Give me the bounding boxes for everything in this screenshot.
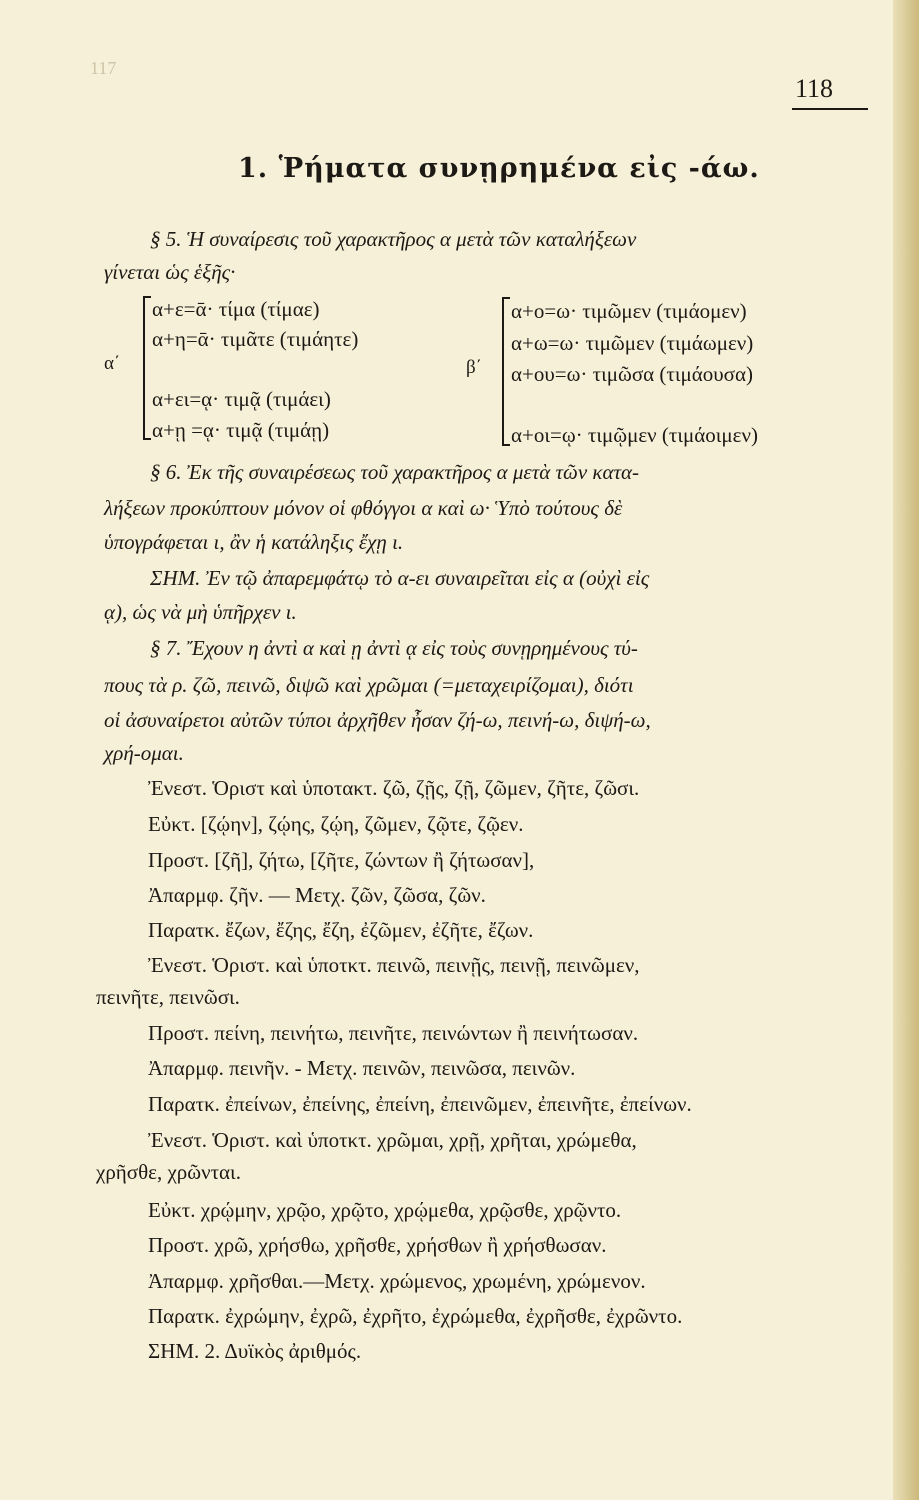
paradigm-line-7: πεινῆτε, πεινῶσι. (96, 985, 240, 1009)
section-6-line-3: ὑπογράφεται ι, ἂν ἡ κατάληξις ἔχῃ ι. (104, 530, 404, 554)
b-row-3: α+ου=ω· τιμῶσα (τιμάουσα) (511, 362, 753, 386)
paradigm-line-12: χρῆσθε, χρῶνται. (96, 1160, 241, 1184)
b-row-1: α+ο=ω· τιμῶμεν (τιμάομεν) (511, 299, 747, 323)
left-brace-a (143, 296, 151, 440)
paradigm-line-4: Ἀπαρμφ. ζῆν. — Μετχ. ζῶν, ζῶσα, ζῶν. (148, 883, 486, 907)
page-number-rule (792, 108, 868, 110)
paradigm-line-16: Παρατκ. ἐχρώμην, ἐχρῶ, ἐχρῆτο, ἐχρώμεθα, ἐχρῆσθε, ἐχρῶντο. (148, 1304, 683, 1328)
section-6-line-2: λήξεων προκύπτουν μόνον οἱ φθόγγοι α καὶ ω· Ὑπὸ τούτους δὲ (104, 496, 623, 520)
left-brace-b (502, 297, 510, 446)
section-7-line-1: § 7. Ἔχουν η ἀντὶ α καὶ ῃ ἀντὶ ᾳ εἰς τοὺς συνῃρημένους τύ- (150, 636, 638, 660)
a-row-4: α+ῃ =ᾳ· τιμᾷ (τιμάῃ) (152, 418, 330, 442)
chapter-heading: 1. Ῥήματα συνῃρημένα εἰς -άω. (238, 153, 760, 184)
section-7-line-2: πους τὰ ρ. ζῶ, πεινῶ, διψῶ καὶ χρῶμαι (=μεταχειρίζομαι), διότι (104, 673, 634, 697)
section-7-line-4: χρή-ομαι. (104, 741, 184, 765)
bleed-through-text: 117 (90, 58, 117, 78)
paradigm-line-9: Ἀπαρμφ. πεινῆν. - Μετχ. πεινῶν, πεινῶσα, πεινῶν. (148, 1056, 576, 1080)
note-1-line-2: ᾳ), ὡς νὰ μὴ ὑπῆρχεν ι. (104, 600, 297, 624)
paradigm-line-13: Εὐκτ. χρῴμην, χρῷο, χρῷτο, χρῴμεθα, χρῷσθε, χρῷντο. (148, 1198, 622, 1222)
paradigm-line-11: Ἐνεστ. Ὁριστ. καὶ ὑποτκτ. χρῶμαι, χρῇ, χρῆται, χρώμεθα, (148, 1128, 637, 1152)
section-5-line-1: § 5. Ἡ συναίρεσις τοῦ χαρακτῆρος α μετὰ τῶν καταλήξεων (150, 227, 637, 251)
page-number: 118 (795, 74, 834, 103)
paradigm-line-2: Εὐκτ. [ζῴην], ζῴης, ζῴη, ζῶμεν, ζῷτε, ζῷεν. (148, 812, 524, 836)
section-6-line-1: § 6. Ἐκ τῆς συναιρέσεως τοῦ χαρακτῆρος α μετὰ τῶν κατα- (150, 460, 640, 484)
paradigm-line-14: Προστ. χρῶ, χρήσθω, χρῆσθε, χρήσθων ἢ χρήσθωσαν. (148, 1233, 607, 1257)
paradigm-line-1: Ἐνεστ. Ὁριστ καὶ ὑποτακτ. ζῶ, ζῇς, ζῇ, ζῶμεν, ζῆτε, ζῶσι. (148, 776, 640, 800)
b-row-4: α+οι=ῳ· τιμῷμεν (τιμάοιμεν) (511, 423, 758, 447)
paradigm-line-3: Προστ. [ζῆ], ζήτω, [ζῆτε, ζώντων ἢ ζήτωσαν], (148, 848, 535, 872)
note-2: ΣΗΜ. 2. Δυϊκὸς ἀριθμός. (148, 1339, 362, 1363)
paradigm-line-6: Ἐνεστ. Ὁριστ. καὶ ὑποτκτ. πεινῶ, πεινῇς, πεινῇ, πεινῶμεν, (148, 953, 640, 977)
group-a-label: α΄ (104, 353, 121, 374)
note-1-line-1: ΣΗΜ. Ἐν τῷ ἀπαρεμφάτῳ τὸ α-ει συναιρεῖται εἰς α (οὐχὶ εἰς (150, 566, 650, 590)
paradigm-line-15: Ἀπαρμφ. χρῆσθαι.—Μετχ. χρώμενος, χρωμένη, χρώμενον. (148, 1269, 646, 1293)
section-7-line-3: οἱ ἀσυναίρετοι αὐτῶν τύποι ἀρχῆθεν ἦσαν ζή-ω, πεινή-ω, διψή-ω, (104, 708, 651, 732)
a-row-1: α+ε=ᾱ· τίμα (τίμαε) (152, 297, 320, 321)
paradigm-line-5: Παρατκ. ἔζων, ἔζης, ἔζη, ἐζῶμεν, ἐζῆτε, ἔζων. (148, 918, 534, 942)
b-row-2: α+ω=ω· τιμῶμεν (τιμάωμεν) (511, 331, 754, 355)
paradigm-line-8: Προστ. πείνη, πεινήτω, πεινῆτε, πεινώντων ἢ πεινήτωσαν. (148, 1021, 639, 1045)
page-edge (893, 0, 919, 1500)
section-5-line-2: γίνεται ὡς ἑξῆς· (104, 260, 236, 284)
paradigm-line-10: Παρατκ. ἐπείνων, ἐπείνης, ἐπείνη, ἐπεινῶμεν, ἐπεινῆτε, ἐπείνων. (148, 1092, 692, 1116)
a-row-3: α+ει=ᾳ· τιμᾷ (τιμάει) (152, 387, 331, 411)
group-b-label: β΄ (466, 357, 482, 378)
a-row-2: α+η=ᾱ· τιμᾶτε (τιμάητε) (152, 327, 359, 351)
